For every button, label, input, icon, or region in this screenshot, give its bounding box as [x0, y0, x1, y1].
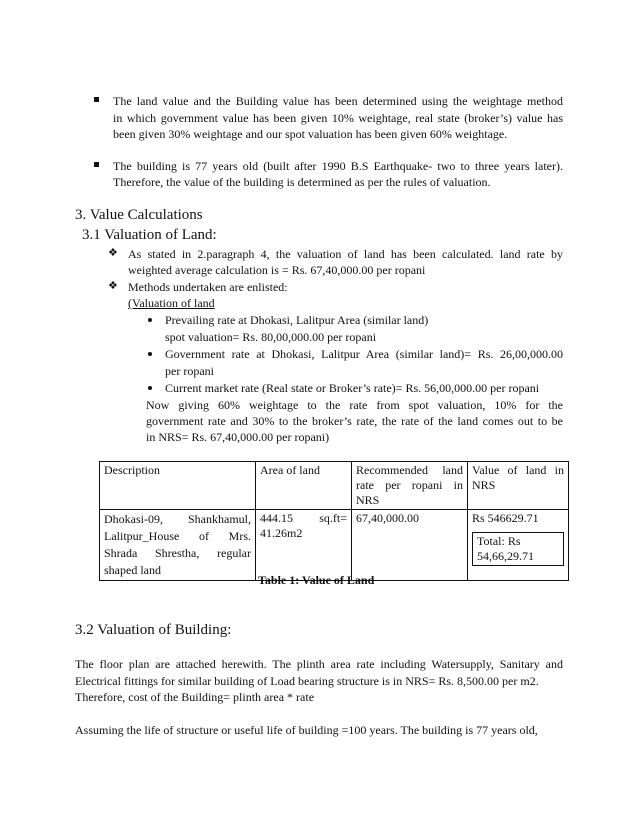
- table-row: [100, 510, 569, 581]
- item1-line1: Prevailing rate at Dhokasi, Lalitpur Area (similar land): [165, 313, 429, 327]
- para1-line2: Electrical fittings for similar building of Load bearing structure is in NRS= Rs. 8,500.00 per m2.: [75, 674, 539, 688]
- bullet-dot-icon: [148, 386, 152, 390]
- diamond-bullet-icon: ❖: [108, 280, 118, 292]
- table-cell-area: 444.15 sq.ft= 41.26m2: [256, 510, 352, 581]
- diamond2-line: Methods undertaken are enlisted:: [128, 280, 288, 294]
- table-header: Recommended land rate per ropani in NRS: [352, 462, 468, 510]
- bullet-dot-icon: [148, 318, 152, 322]
- para2-line: Assuming the life of structure or useful life of building =100 years. The building is 77 years old,: [75, 723, 538, 737]
- para1-line3: Therefore, cost of the Building= plinth area * rate: [75, 690, 315, 704]
- bullet-square-icon: [94, 97, 99, 102]
- table-cell-rate: 67,40,000.00: [352, 510, 468, 581]
- item1-line2: spot valuation= Rs. 80,00,000.00 per ropani: [165, 330, 377, 344]
- item3-line1: Current market rate (Real state or Broker’s rate)= Rs. 56,00,000.00 per ropani: [165, 381, 540, 395]
- bullet-square-icon: [94, 162, 99, 167]
- item2-line2: per ropani: [165, 364, 214, 378]
- diamond-bullet-icon: ❖: [108, 247, 118, 259]
- valuation-label: (Valuation of land: [128, 296, 215, 310]
- bullet1-line3: been given 30% weightage and our spot valuation has been given 60% weightage.: [113, 127, 508, 141]
- table-header: Description: [100, 462, 256, 510]
- now-line3: in NRS= Rs. 67,40,000.00 per ropani): [146, 430, 330, 444]
- table-cell-value: [468, 510, 569, 581]
- table-header: Area of land: [256, 462, 352, 510]
- subsection-heading-land: 3.1 Valuation of Land:: [82, 227, 217, 243]
- bullet1-line1: The land value and the Building value has been determined using the weightage method: [113, 94, 563, 108]
- table-header: Value of land in NRS: [468, 462, 569, 510]
- item2-line1: Government rate at Dhokasi, Lalitpur Area (similar land)= Rs. 26,00,000.00: [165, 347, 563, 361]
- table-cell-description: Dhokasi-09, Shankhamul, Lalitpur_House of Mrs. Shrada Shrestha, regular shaped land: [100, 510, 256, 581]
- table-header-row: [100, 462, 569, 510]
- bullet-dot-icon: [148, 352, 152, 356]
- subsection-heading-building: 3.2 Valuation of Building:: [75, 622, 232, 638]
- diamond1-line2: weighted average calculation is = Rs. 67,40,000.00 per ropani: [128, 263, 426, 277]
- bullet1-line2: in which government value has been given 10% weightage, real state (broker’s) value has: [113, 111, 563, 125]
- land-value-table: [99, 461, 569, 581]
- bullet2-line1: The building is 77 years old (built after 1990 B.S Earthquake- two to three years later).: [113, 159, 563, 173]
- bullet2-line2: Therefore, the value of the building is determined as per the rules of valuation.: [113, 175, 491, 189]
- table-caption: Table 1: Value of Land: [258, 573, 375, 587]
- diamond1-line1: As stated in 2.paragraph 4, the valuation of land has been calculated. land rate by: [128, 247, 563, 261]
- section-heading: 3. Value Calculations: [75, 207, 203, 223]
- value-amount: Rs 546629.71: [472, 511, 539, 525]
- now-line2: government rate and 30% to the broker’s rate, the rate of the land comes out to be: [146, 414, 563, 428]
- para1-line1: The floor plan are attached herewith. The plinth area rate including Watersupply, Sanitary and: [75, 657, 563, 671]
- total-box: Total: Rs 54,66,29.71: [472, 532, 564, 566]
- now-line1: Now giving 60% weightage to the rate from spot valuation, 10% for the: [146, 398, 563, 412]
